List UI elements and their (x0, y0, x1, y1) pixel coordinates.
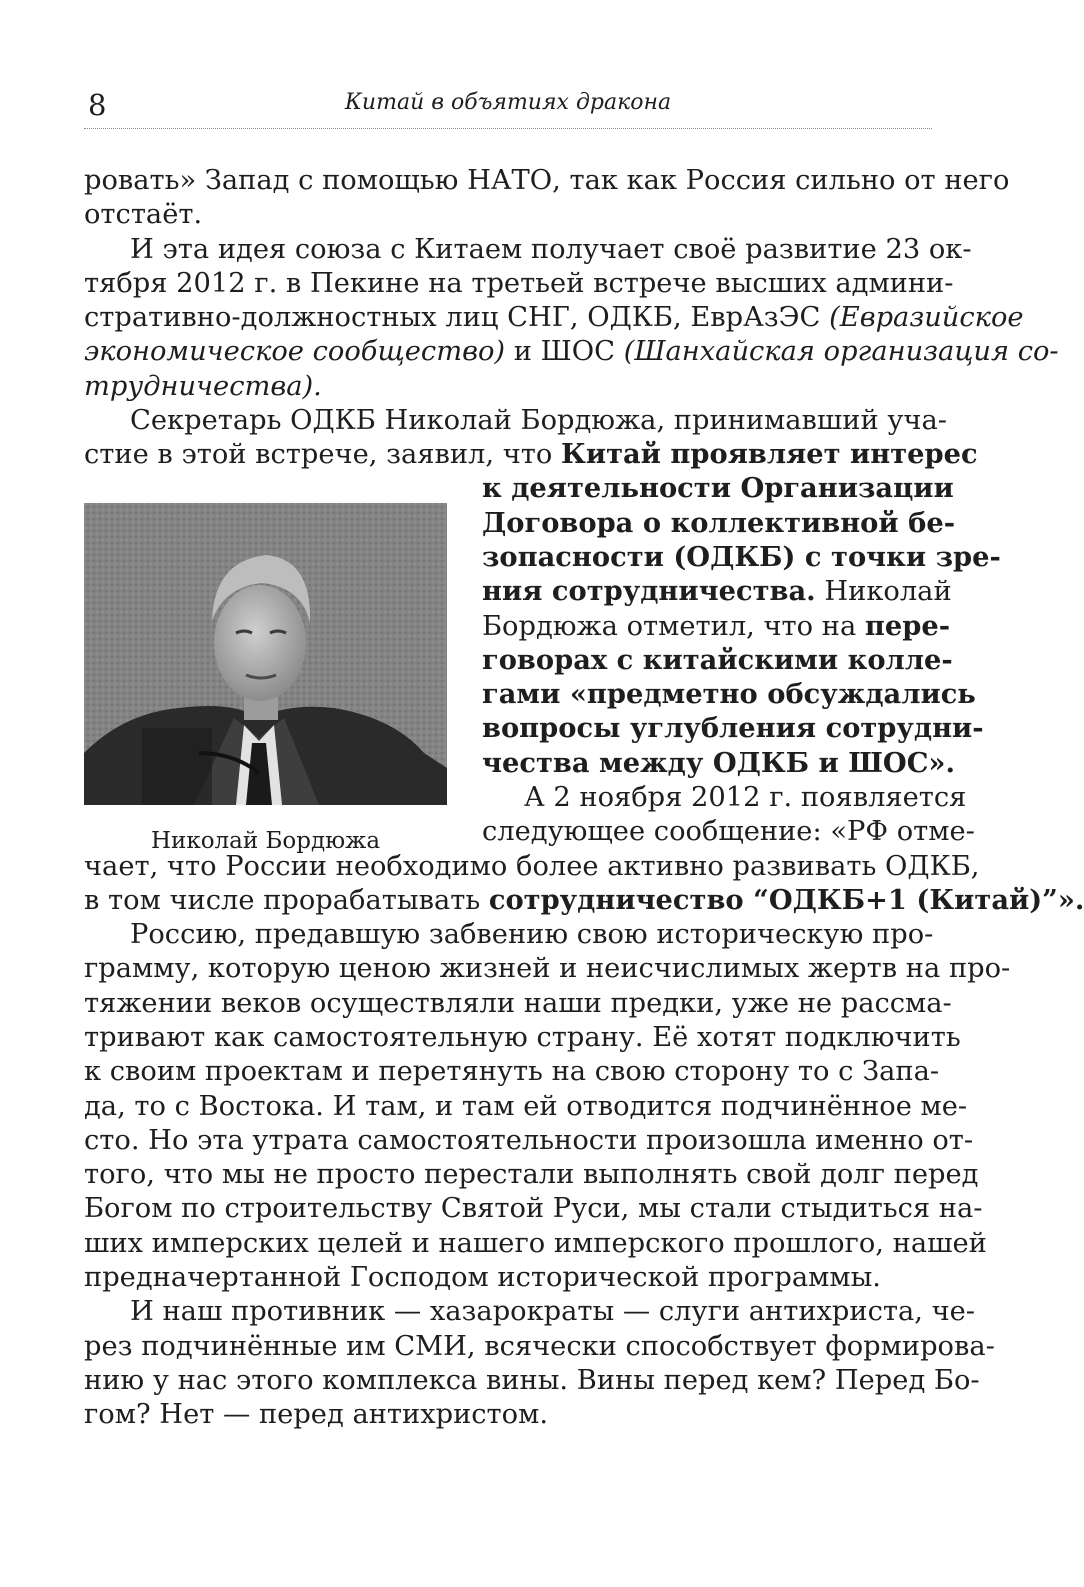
text-line: чества между ОДКБ и ШОС». (482, 747, 955, 779)
text-line: да, то с Востока. И там, и там ей отводится подчинённое ме- (84, 1091, 968, 1122)
text-line: следующее сообщение: «РФ отме- (482, 816, 975, 847)
text-line: гами «предметно обсуждались (482, 678, 976, 710)
text-line: грамму, которую ценою жизней и неисчислимых жертв на про- (84, 953, 1011, 984)
text-line: вопросы углубления сотрудни- (482, 712, 984, 744)
portrait-photo (84, 503, 447, 805)
text-line: ших имперских целей и нашего имперского прошлого, нашей (84, 1228, 987, 1259)
text-line: к своим проектам и перетянуть на свою сторону то с Запа- (84, 1056, 940, 1087)
text-line: Бордюжа отметил, что на пере- (482, 610, 951, 642)
text-line: в том числе прорабатывать сотрудничество “ОДКБ+1 (Китай)”». (84, 884, 1084, 916)
photo-caption: Николай Бордюжа (150, 828, 381, 854)
text-line: тривают как самостоятельную страну. Её хотят подключить (84, 1022, 961, 1053)
text-line: И эта идея союза с Китаем получает своё развитие 23 ок- (130, 234, 972, 265)
running-title: Китай в объятиях дракона (344, 90, 672, 115)
text-line: Россию, предавшую забвению свою историческую про- (130, 919, 934, 950)
text-line: говорах с китайскими колле- (482, 644, 953, 676)
text-line: ровать» Запад с помощью НАТО, так как Россия сильно от него (84, 165, 1010, 196)
text-line: к деятельности Организации (482, 472, 954, 504)
page-header (84, 78, 932, 129)
text-line: трудничества). (84, 371, 322, 402)
text-line: И наш противник — хазарократы — слуги антихриста, че- (130, 1296, 976, 1327)
text-line: ния сотрудничества. Николай (482, 575, 952, 607)
text-line: отстаёт. (84, 199, 203, 230)
page-number: 8 (88, 88, 107, 122)
text-line: гом? Нет — перед антихристом. (84, 1399, 549, 1430)
text-line: Секретарь ОДКБ Николай Бордюжа, принимавший уча- (130, 405, 947, 436)
text-line: нию у нас этого комплекса вины. Вины перед кем? Перед Бо- (84, 1365, 980, 1396)
text-line: чает, что России необходимо более активно развивать ОДКБ, (84, 851, 980, 882)
text-line: экономическое сообщество) и ШОС (Шанхайская организация со- (84, 336, 1059, 367)
text-line: тября 2012 г. в Пекине на третьей встрече высших админи- (84, 268, 954, 299)
text-line: рез подчинённые им СМИ, всячески способствует формирова- (84, 1331, 995, 1362)
text-line: Богом по строительству Святой Руси, мы стали стыдиться на- (84, 1193, 983, 1224)
text-line: стративно-должностных лиц СНГ, ОДКБ, ЕврАзЭС (Евразийское (84, 302, 1024, 333)
text-line: А 2 ноября 2012 г. появляется (524, 782, 967, 813)
text-line: сто. Но эта утрата самостоятельности произошла именно от- (84, 1125, 974, 1156)
text-line: зопасности (ОДКБ) с точки зре- (482, 541, 1001, 573)
text-line: того, что мы не просто перестали выполнять свой долг перед (84, 1159, 979, 1190)
text-line: тяжении веков осуществляли наши предки, уже не рассма- (84, 988, 952, 1019)
text-line: Договора о коллективной бе- (482, 507, 956, 539)
text-line: стие в этой встрече, заявил, что Китай проявляет интерес (84, 438, 978, 470)
text-line: предначертанной Господом исторической программы. (84, 1262, 881, 1293)
